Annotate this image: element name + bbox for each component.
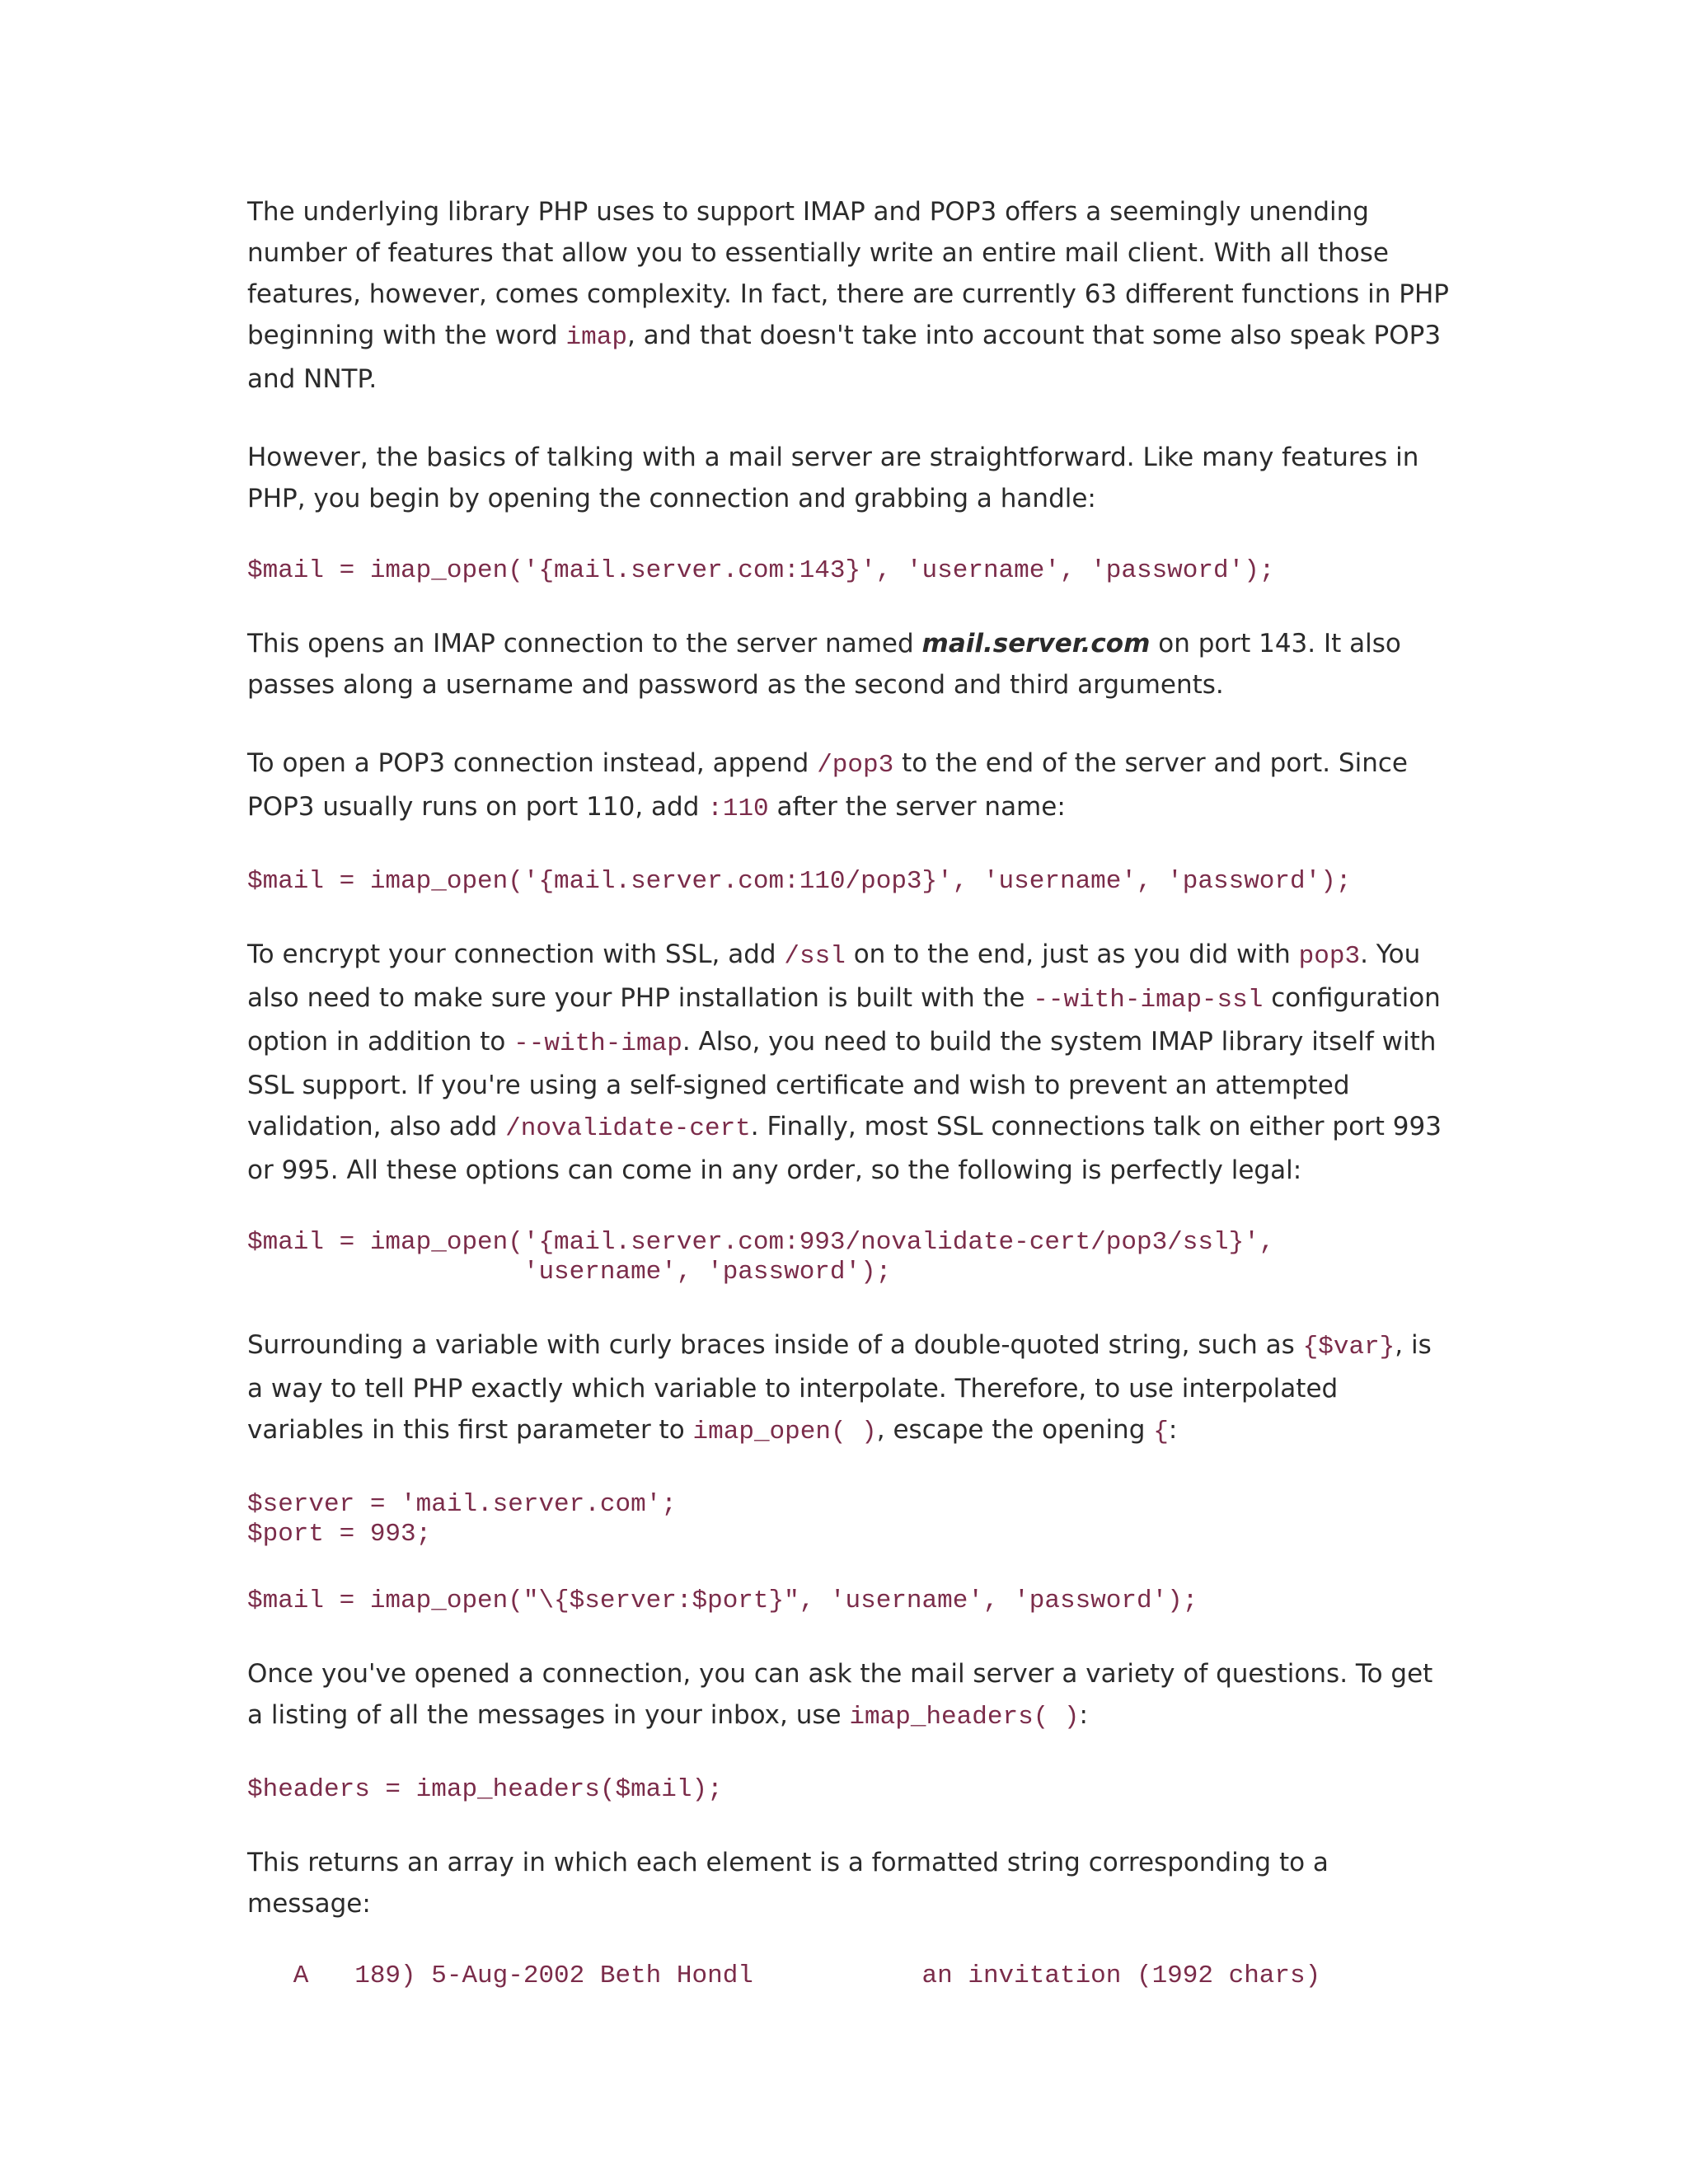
text: : [1168, 1415, 1178, 1445]
inline-code: :110 [707, 794, 769, 823]
code-block-ssl-open: $mail = imap_open('{mail.server.com:993/novalidate-cert/pop3/ssl}', 'username', 'password'); [247, 1228, 1275, 1286]
text: after the server name: [768, 792, 1066, 822]
text: on to the end, just as you did with [845, 940, 1299, 969]
code-block-header-output: A 189) 5-Aug-2002 Beth Hondl an invitation (1992 chars) [247, 1961, 1321, 1990]
paragraph-interpolation [247, 1324, 1451, 1453]
inline-code: --with-imap [513, 1029, 682, 1058]
document-page [247, 191, 1451, 2028]
paragraph-imap-connection [247, 623, 1451, 705]
paragraph-basics: However, the basics of talking with a mail server are straightforward. Like many features in PHP, you begin by opening the connection and grabbing a handle: [247, 443, 1419, 513]
text: , is a way to tell PHP exactly which variable to interpolate. Therefore, to use interpolated variables in this first parameter to [247, 1330, 1432, 1445]
inline-code: /novalidate-cert [505, 1114, 751, 1143]
paragraph-returns: This returns an array in which each element is a formatted string corresponding to a message: [247, 1848, 1329, 1919]
text: To encrypt your connection with SSL, add [247, 940, 785, 969]
inline-code: /pop3 [817, 751, 894, 780]
inline-code: --with-imap-ssl [1033, 986, 1264, 1015]
paragraph-pop3 [247, 743, 1451, 830]
text: : [1079, 1700, 1088, 1730]
text: To open a POP3 connection instead, append [247, 748, 818, 778]
code-block-server-vars: $server = 'mail.server.com'; $port = 993; [247, 1490, 677, 1549]
code-block-interpolated-open: $mail = imap_open("\{$server:$port}", 'username', 'password'); [247, 1586, 1198, 1615]
paragraph-headers [247, 1653, 1451, 1738]
text: . Finally, most SSL connections talk on either port 993 or 995. All these options can come in any order, so the following is perfectly legal: [247, 1112, 1442, 1185]
paragraph-intro [247, 191, 1451, 400]
text: The underlying library PHP uses to support IMAP and POP3 offers a seemingly unending number of features that allow you to essentially write an entire mail client. With all those features, however, comes complexity. In fact, there are currently 63 different functions in PHP beginning with the word [247, 197, 1449, 350]
inline-code: pop3 [1298, 942, 1361, 971]
text: Surrounding a variable with curly braces inside of a double-quoted string, such as [247, 1330, 1303, 1360]
inline-code: /ssl [784, 942, 846, 971]
text: . Also, you need to build the system IMAP library itself with SSL support. If you're using a self-signed certificate and wish to prevent an attempted validation, also add [247, 1027, 1437, 1141]
text: Once you've opened a connection, you can ask the mail server a variety of questions. To get a listing of all the messages in your inbox, use [247, 1659, 1433, 1730]
text: configuration option in addition to [247, 983, 1441, 1057]
text: . You also need to make sure your PHP installation is built with the [247, 940, 1421, 1013]
code-block-pop3-open: $mail = imap_open('{mail.server.com:110/pop3}', 'username', 'password'); [247, 867, 1352, 896]
text: on port 143. It also passes along a username and password as the second and third arguments. [247, 629, 1401, 700]
text: , escape the opening [876, 1415, 1154, 1445]
text: to the end of the server and port. Since POP3 usually runs on port 110, add [247, 748, 1408, 822]
inline-code: { [1153, 1418, 1169, 1446]
server-name: mail.server.com [921, 629, 1151, 658]
inline-code: imap_open( ) [692, 1418, 877, 1446]
inline-code: {$var} [1302, 1333, 1395, 1361]
code-block-imap-open: $mail = imap_open('{mail.server.com:143}', 'username', 'password'); [247, 556, 1275, 585]
text: This opens an IMAP connection to the server named [247, 629, 922, 658]
inline-code: imap [565, 323, 627, 352]
paragraph-ssl [247, 934, 1451, 1191]
inline-code: imap_headers( ) [849, 1703, 1080, 1732]
text: , and that doesn't take into account that some also speak POP3 and NNTP. [247, 321, 1442, 394]
code-block-imap-headers: $headers = imap_headers($mail); [247, 1775, 723, 1804]
